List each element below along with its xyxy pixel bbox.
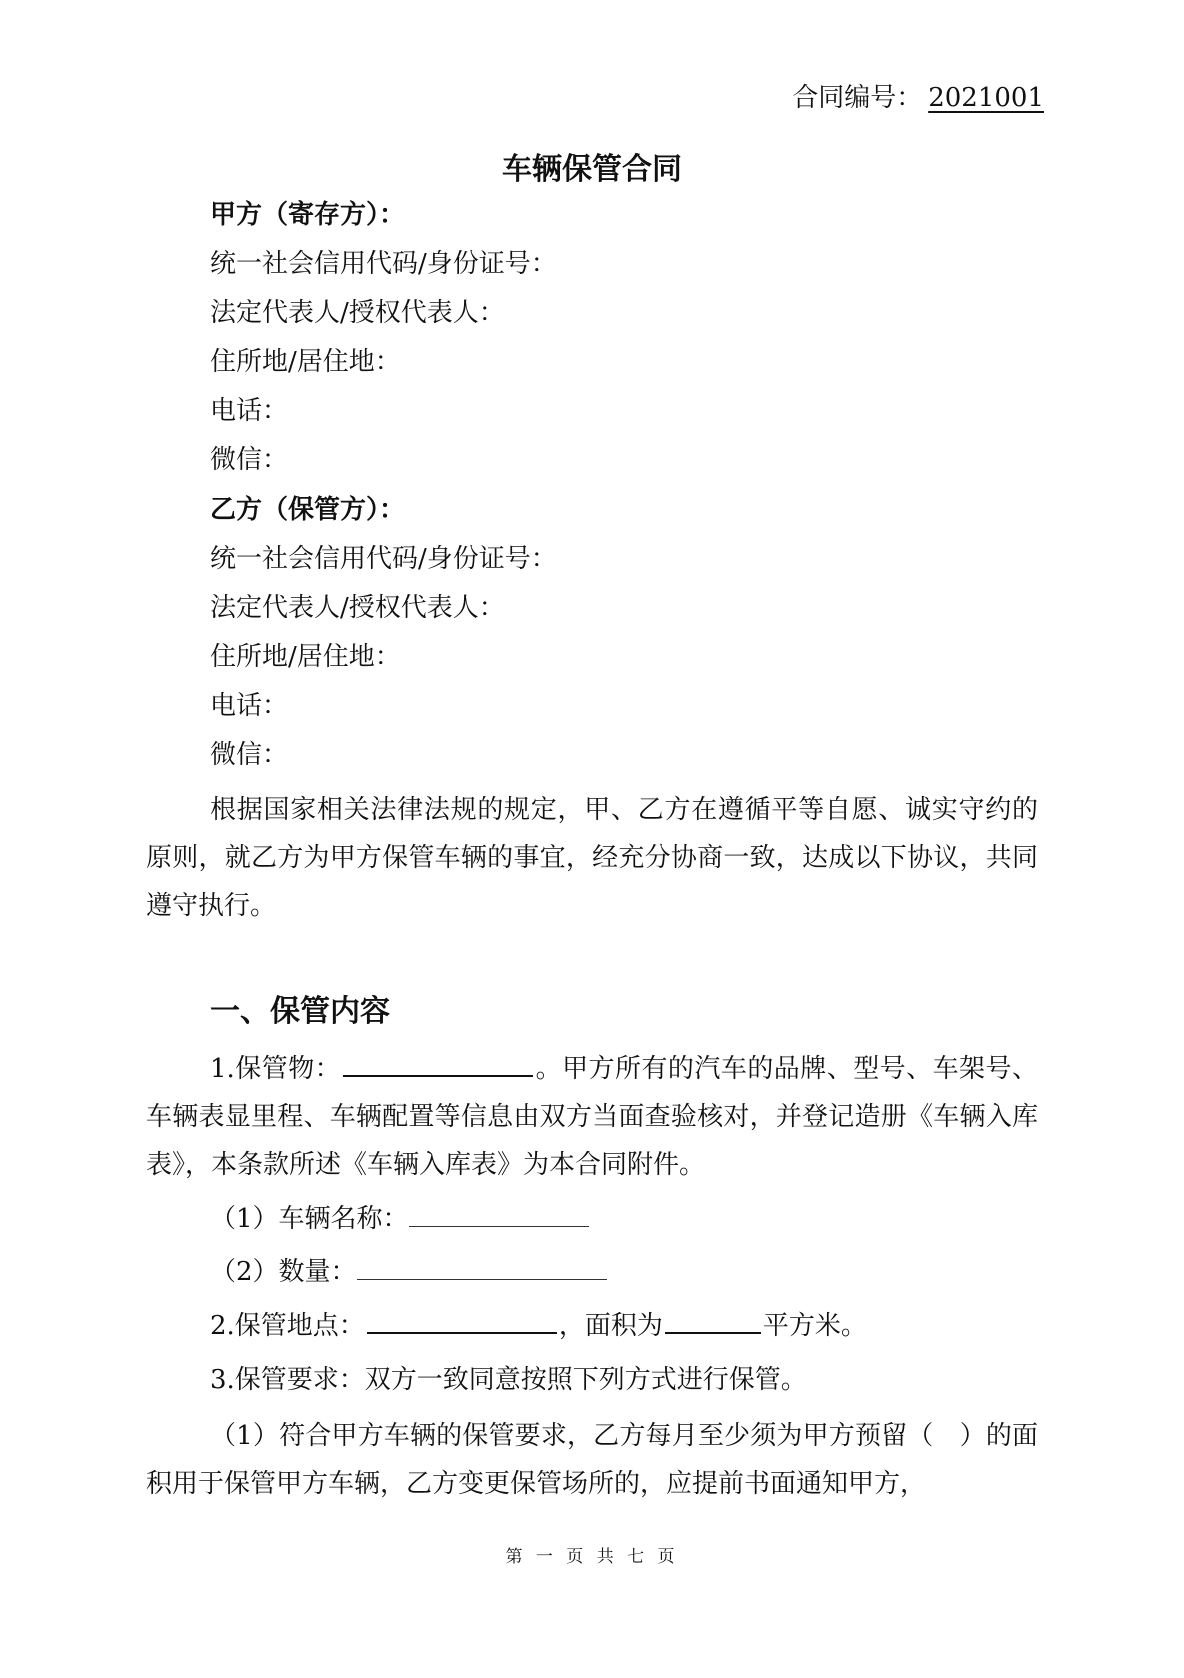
sub-1-blank xyxy=(409,1224,589,1227)
party-b-id-field: 统一社会信用代码/身份证号： xyxy=(210,544,557,574)
party-b-heading: 乙方（保管方）： xyxy=(210,495,406,525)
contract-number-label: 合同编号： xyxy=(792,83,923,113)
section-1-sub-2 xyxy=(210,1252,607,1292)
item-2-mid: ，面积为 xyxy=(558,1311,663,1341)
party-a-wechat-field: 微信： xyxy=(210,445,289,475)
party-b-address-field: 住所地/居住地： xyxy=(210,642,401,672)
party-a-representative-field: 法定代表人/授权代表人： xyxy=(210,298,505,328)
section-1-item-1 xyxy=(146,1045,1038,1189)
section-1-item-3-sub-1: （1）符合甲方车辆的保管要求，乙方每月至少须为甲方预留（ ）的面积用于保管甲方车辆，乙方变更保管场所的，应提前书面通知甲方， xyxy=(146,1421,1038,1499)
item-2-area-blank xyxy=(665,1330,761,1334)
preamble-paragraph: 根据国家相关法律法规的规定，甲、乙方在遵循平等自愿、诚实守约的原则，就乙方为甲方保管车辆的事宜，经充分协商一致，达成以下协议，共同遵守执行。 xyxy=(146,795,1038,921)
item-1-suffix: 。甲方所有的汽车的品牌、型号、车架号、车辆表显里程、车辆配置等信息由双方当面查验核对，并登记造册《车辆入库表》，本条款所述《车辆入库表》为本合同附件。 xyxy=(146,1054,1038,1180)
sub-2-blank xyxy=(357,1277,607,1280)
section-1-heading: 一、保管内容 xyxy=(210,994,390,1029)
item-1-prefix: 1.保管物： xyxy=(210,1054,342,1084)
contract-number xyxy=(792,78,1044,118)
section-1-item-3: 3.保管要求：双方一致同意按照下列方式进行保管。 xyxy=(210,1365,807,1395)
contract-number-value: 2021001 xyxy=(928,83,1044,113)
sub-2-label: （2）数量： xyxy=(210,1257,357,1287)
section-1-item-2 xyxy=(210,1306,867,1346)
item-2-location-blank xyxy=(367,1330,557,1334)
party-b-wechat-field: 微信： xyxy=(210,740,289,770)
item-2-suffix: 平方米。 xyxy=(762,1311,867,1341)
page-footer: 第 一 页 共 七 页 xyxy=(505,1547,679,1567)
party-a-heading: 甲方（寄存方）： xyxy=(210,200,406,230)
party-b-phone-field: 电话： xyxy=(210,691,289,721)
item-1-blank xyxy=(343,1073,533,1077)
item-2-prefix: 2.保管地点： xyxy=(210,1311,365,1341)
party-a-id-field: 统一社会信用代码/身份证号： xyxy=(210,249,557,279)
document-title: 车辆保管合同 xyxy=(502,152,682,187)
section-1-sub-1 xyxy=(210,1199,589,1239)
party-a-phone-field: 电话： xyxy=(210,396,289,426)
sub-1-label: （1）车辆名称： xyxy=(210,1204,409,1234)
party-a-address-field: 住所地/居住地： xyxy=(210,347,401,377)
party-b-representative-field: 法定代表人/授权代表人： xyxy=(210,593,505,623)
